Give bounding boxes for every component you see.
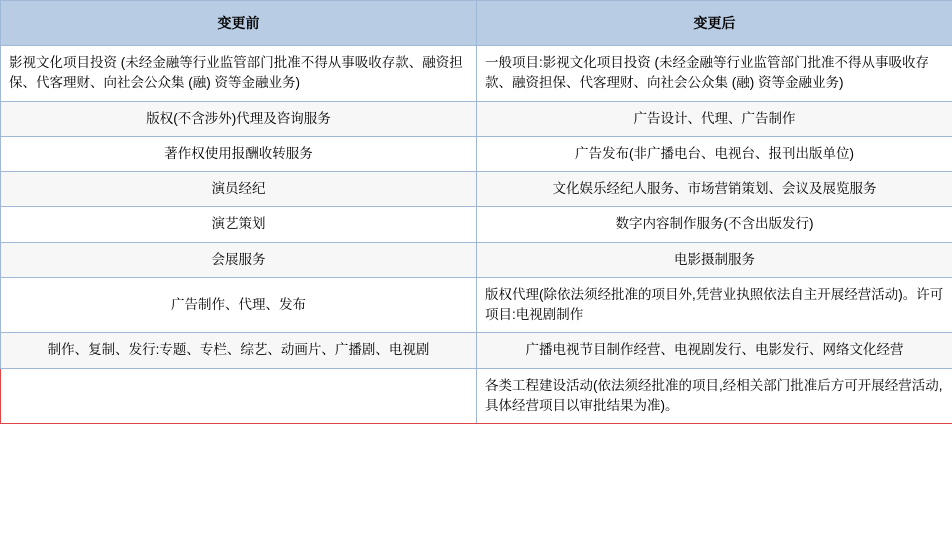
cell-after: 广告发布(非广播电台、电视台、报刊出版单位) [477,136,952,171]
table-header [1,1,952,46]
table-row [1,136,952,171]
cell-after: 广告设计、代理、广告制作 [477,101,952,136]
cell-before: 制作、复制、发行:专题、专栏、综艺、动画片、广播剧、电视剧 [1,333,477,368]
cell-after: 版权代理(除依法须经批准的项目外,凭营业执照依法自主开展经营活动)。许可项目:电视剧制作 [477,277,952,333]
table-row [1,46,952,102]
table-row [1,333,952,368]
cell-after: 数字内容制作服务(不含出版发行) [477,207,952,242]
cell-after: 电影摄制服务 [477,242,952,277]
cell-after: 广播电视节目制作经营、电视剧发行、电影发行、网络文化经营 [477,333,952,368]
table-row [1,172,952,207]
table-row [1,277,952,333]
cell-before-empty [1,368,477,424]
cell-before: 广告制作、代理、发布 [1,277,477,333]
cell-before: 著作权使用报酬收转服务 [1,136,477,171]
table-row [1,101,952,136]
cell-after: 各类工程建设活动(依法须经批准的项目,经相关部门批准后方可开展经营活动,具体经营项目以审批结果为准)。 [477,368,952,424]
cell-before: 演员经纪 [1,172,477,207]
cell-before: 演艺策划 [1,207,477,242]
cell-before: 影视文化项目投资 (未经金融等行业监管部门批准不得从事吸收存款、融资担保、代客理财、向社会公众集 (融) 资等金融业务) [1,46,477,102]
cell-before: 版权(不含涉外)代理及咨询服务 [1,101,477,136]
cell-after: 文化娱乐经纪人服务、市场营销策划、会议及展览服务 [477,172,952,207]
table-body [1,46,952,424]
cell-before: 会展服务 [1,242,477,277]
column-header-before: 变更前 [1,1,477,46]
cell-after: 一般项目:影视文化项目投资 (未经金融等行业监管部门批准不得从事吸收存款、融资担保、代客理财、向社会公众集 (融) 资等金融业务) [477,46,952,102]
table-row-highlighted [1,368,952,424]
table-row [1,242,952,277]
column-header-after: 变更后 [477,1,952,46]
table-row [1,207,952,242]
table-header-row [1,1,952,46]
